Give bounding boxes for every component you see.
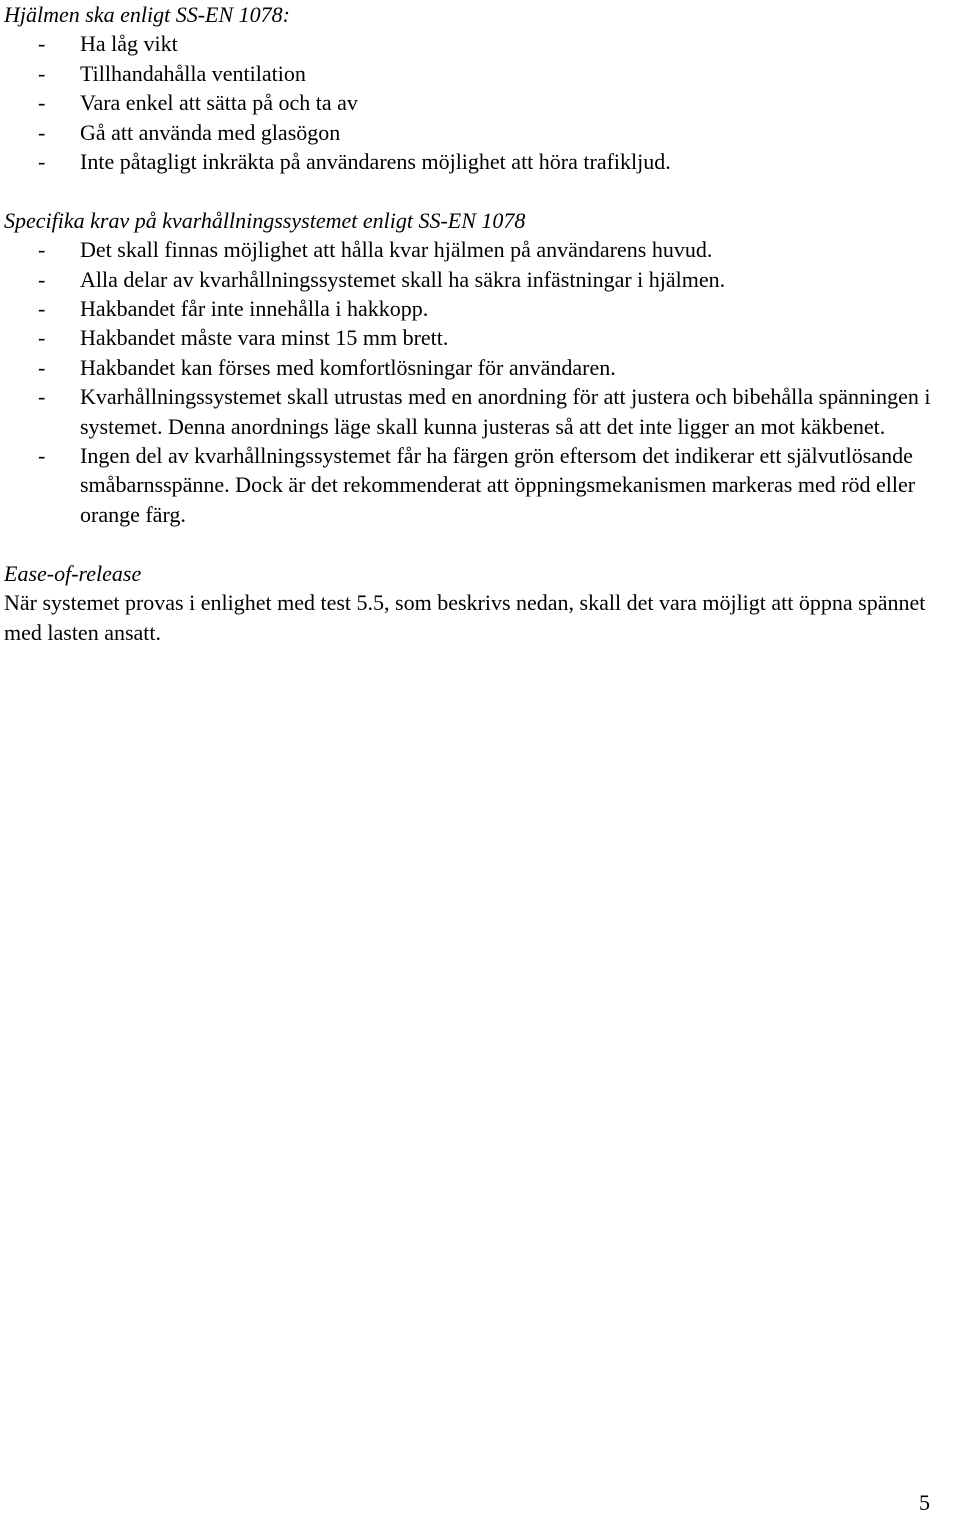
list-item-text: Hakbandet måste vara minst 15 mm brett.	[80, 325, 449, 351]
list-dash: -	[38, 296, 46, 322]
list-dash: -	[38, 443, 46, 469]
list-item	[4, 88, 960, 117]
list-dash: -	[38, 237, 46, 263]
helmet-requirements-list	[4, 29, 960, 176]
spacer	[4, 176, 960, 205]
list-item	[4, 147, 960, 176]
list-item-text: Vara enkel att sätta på och ta av	[80, 90, 358, 116]
list-item	[4, 59, 960, 88]
list-dash: -	[38, 384, 46, 410]
list-item	[4, 441, 960, 529]
retention-system-list	[4, 235, 960, 529]
list-item-text: Det skall finnas möjlighet att hålla kvar hjälmen på användarens huvud.	[80, 237, 713, 263]
list-dash: -	[38, 325, 46, 351]
list-dash: -	[38, 60, 46, 86]
list-item-text: Ingen del av kvarhållningssystemet får ha färgen grön eftersom det indikerar ett självutlösande småbarnsspänne. Dock är det rekommenderat att öppningsmekanismen markeras med röd eller orange färg.	[80, 443, 916, 527]
list-item-text: Kvarhållningssystemet skall utrustas med en anordning för att justera och bibehålla spänningen i systemet. Denna anordnings läge skall kunna justeras så att det inte ligger an mot käkbenet.	[80, 384, 931, 439]
list-dash: -	[38, 31, 46, 57]
list-item-text: Gå att använda med glasögon	[80, 119, 341, 145]
list-dash: -	[38, 149, 46, 175]
document-page	[4, 0, 960, 647]
list-item	[4, 29, 960, 58]
list-dash: -	[38, 266, 46, 292]
section-heading-retention-system: Specifika krav på kvarhållningssystemet enligt SS-EN 1078	[4, 207, 526, 233]
list-dash: -	[38, 354, 46, 380]
section-heading-helmet-requirements: Hjälmen ska enligt SS-EN 1078:	[4, 2, 290, 27]
list-item	[4, 353, 960, 382]
list-item-text: Tillhandahålla ventilation	[80, 60, 306, 86]
list-dash: -	[38, 119, 46, 145]
spacer	[4, 529, 960, 558]
list-item-text: Hakbandet kan förses med komfortlösningar för användaren.	[80, 354, 616, 380]
list-item	[4, 118, 960, 147]
page-number: 5	[919, 1490, 930, 1515]
list-item-text: Hakbandet får inte innehålla i hakkopp.	[80, 296, 429, 322]
section-heading-ease-of-release: Ease-of-release	[4, 560, 142, 586]
list-dash: -	[38, 90, 46, 116]
list-item	[4, 235, 960, 264]
ease-of-release-paragraph: När systemet provas i enlighet med test 5.5, som beskrivs nedan, skall det vara möjligt att öppna spännet med lasten ansatt.	[4, 590, 926, 645]
list-item-text: Alla delar av kvarhållningssystemet skall ha säkra infästningar i hjälmen.	[80, 266, 726, 292]
list-item	[4, 294, 960, 323]
list-item	[4, 323, 960, 352]
list-item-text: Inte påtagligt inkräkta på användarens möjlighet att höra trafikljud.	[80, 149, 671, 175]
list-item	[4, 382, 960, 441]
list-item	[4, 265, 960, 294]
list-item-text: Ha låg vikt	[80, 31, 178, 57]
